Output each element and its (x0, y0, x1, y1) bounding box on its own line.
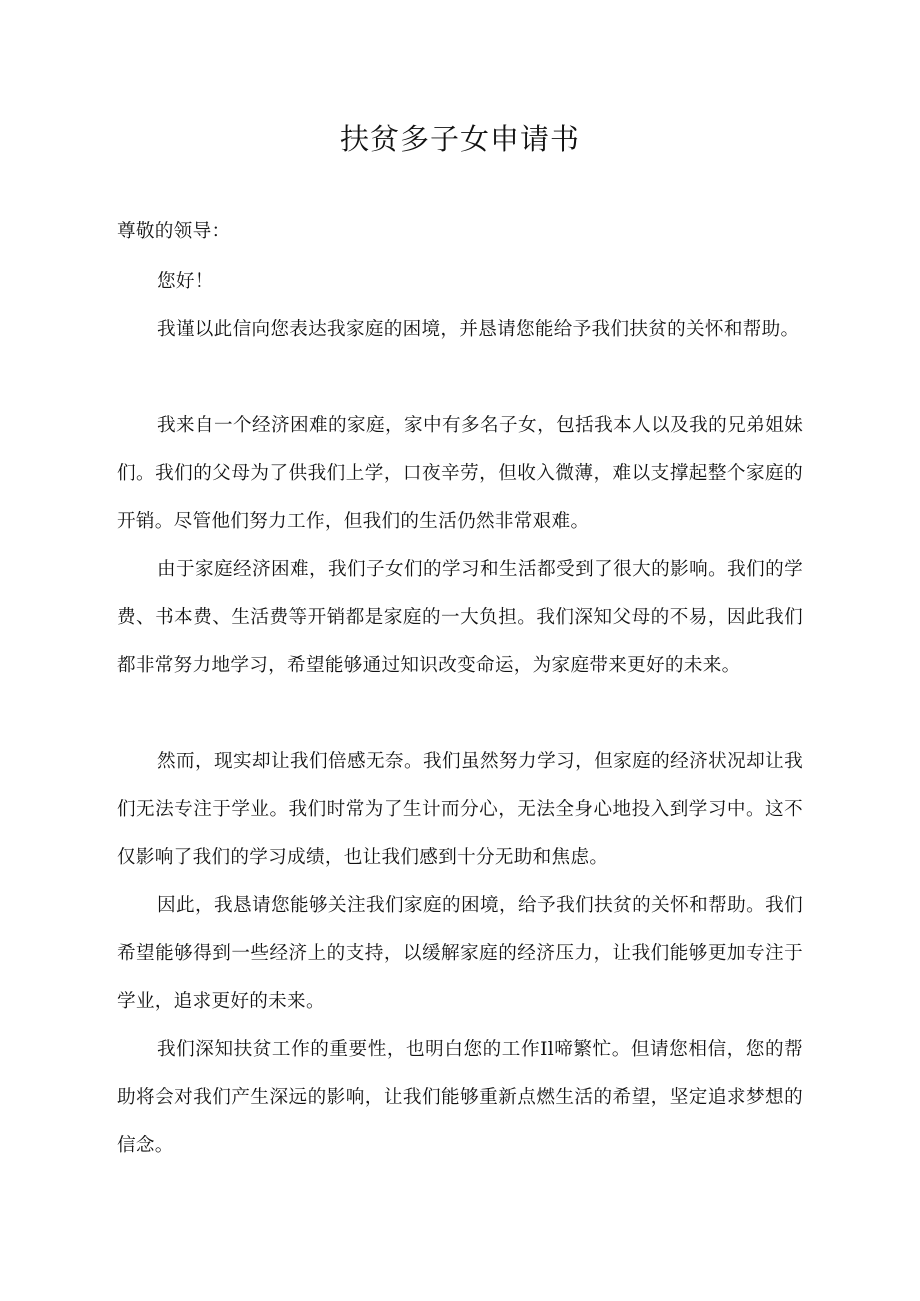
paragraph-education-impact: 由于家庭经济困难，我们子女们的学习和生活都受到了很大的影响。我们的学费、书本费、生活费等开销都是家庭的一大负担。我们深知父母的不易，因此我们都非常努力地学习，希望能够通过知识改变命运，为家庭带来更好的未来。 (117, 559, 803, 676)
paragraph-closing: 我们深知扶贫工作的重要性，也明白您的工作Il啼繁忙。但请您相信，您的帮助将会对我们产生深远的影响，让我们能够重新点燃生活的希望，坚定追求梦想的信念。 (117, 1039, 803, 1156)
paragraph-difficulties: 然而，现实却让我们倍感无奈。我们虽然努力学习，但家庭的经济状况却让我们无法专注于学业。我们时常为了生计而分心，无法全身心地投入到学习中。这不仅影响了我们的学习成绩，也让我们感到十分无助和焦虑。 (117, 751, 803, 868)
paragraph-family-background: 我来自一个经济困难的家庭，家中有多名子女，包括我本人以及我的兄弟姐妹们。我们的父母为了供我们上学，口夜辛劳，但收入微薄，难以支撑起整个家庭的开销。尽管他们努力工作，但我们的生活仍然非常艰难。 (117, 415, 803, 532)
paragraph-request: 因此，我恳请您能够关注我们家庭的困境，给予我们扶贫的关怀和帮助。我们希望能够得到一些经济上的支持，以缓解家庭的经济压力，让我们能够更加专注于学业，追求更好的未来。 (117, 895, 803, 1012)
greeting: 您好！ (157, 271, 214, 292)
paragraph-intro: 我谨以此信向您表达我家庭的困境，并恳请您能给予我们扶贫的关怀和帮助。 (157, 319, 800, 340)
document-title: 扶贫多子女申请书 (339, 122, 580, 156)
salutation: 尊敬的领导： (117, 221, 231, 242)
